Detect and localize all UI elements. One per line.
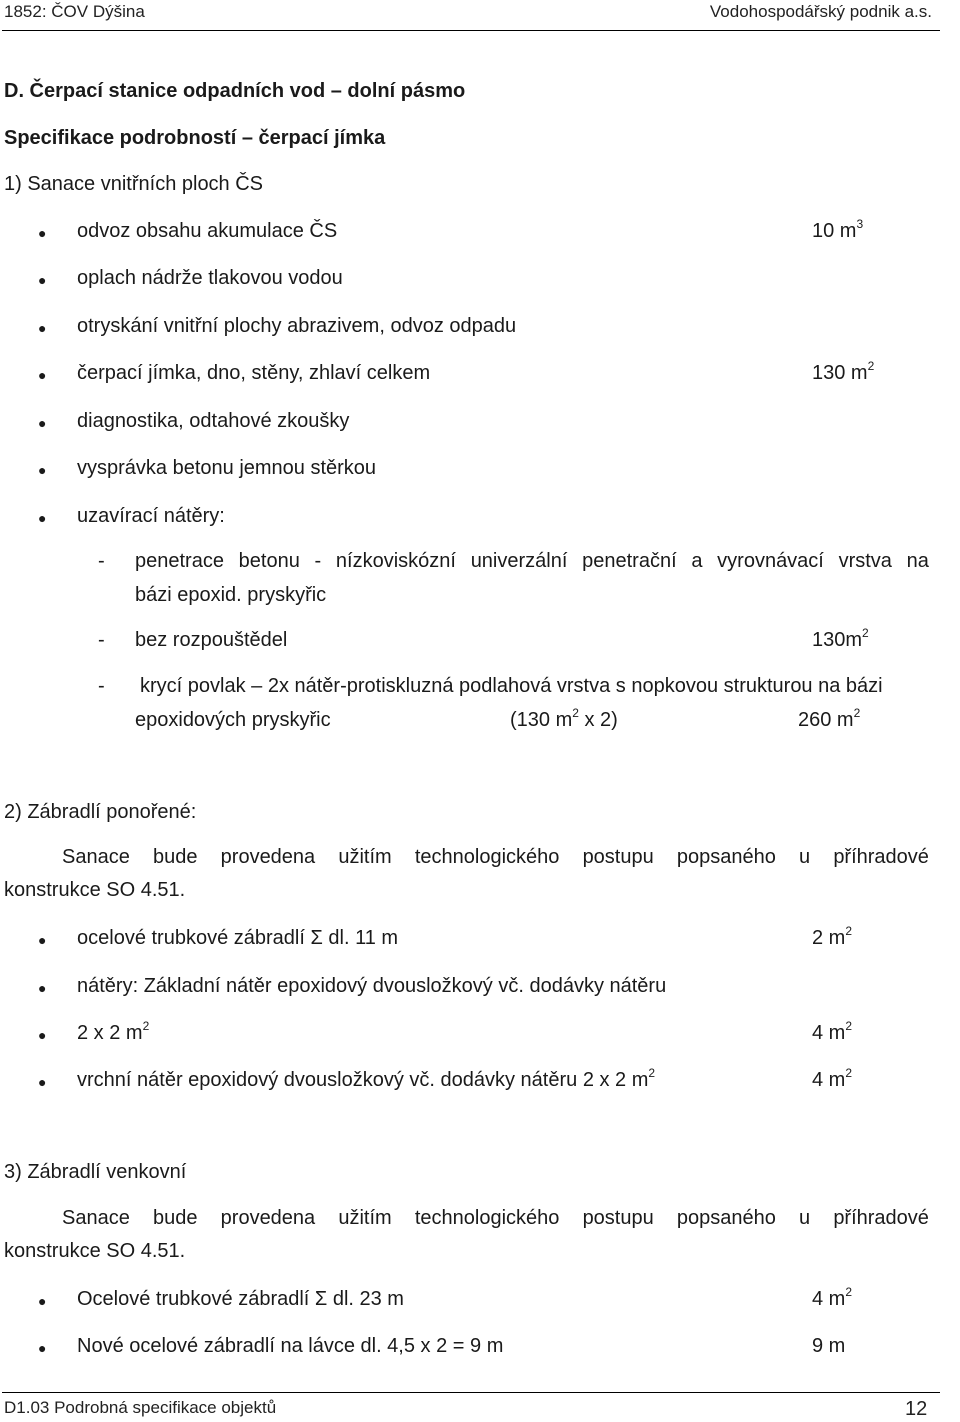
header-company: Vodohospodářský podnik a.s. (709, 2, 932, 21)
s1-sub-krycí-line2: epoxidových pryskyřic (135, 709, 331, 731)
header-rule (2, 30, 940, 31)
s2-item-qty: 4 $m^2$ (812, 1019, 853, 1044)
s2-item-text: 2 x 2 $m^2$ (77, 1019, 150, 1044)
s1-item-text: diagnostika, odtahové zkoušky (77, 410, 350, 432)
s2-item-text: ocelové trubkové zábradlí Σ dl. 11 m (77, 927, 399, 949)
s2-item-qty: 4 $m^2$ (812, 1066, 853, 1091)
section-title: D. Čerpací stanice odpadních vod – dolní pásmo (4, 80, 466, 102)
s1-sub-qty: $130m^2$ (812, 626, 869, 651)
s2-item-qty: 2 $m^2$ (812, 924, 853, 949)
bullet-icon: ● (38, 980, 47, 996)
s1-item-qty: 130 $m^2$ (812, 359, 875, 384)
s1-item-text: uzavírací nátěry: (77, 505, 225, 527)
s1-sub-calc: (130 $m^2$ x 2) (510, 706, 618, 731)
header-project: 1852: ČOV Dýšina (4, 2, 145, 21)
s2-paragraph-line2: konstrukce SO 4.51. (4, 879, 186, 901)
s1-sub-qty: 260 $m^2$ (798, 706, 861, 731)
dash-marker: - (98, 629, 105, 651)
subtitle: Specifikace podrobností – čerpací jímka (4, 127, 386, 149)
s1-item-text: čerpací jímka, dno, stěny, zhlaví celkem (77, 362, 431, 384)
dash-marker: - (98, 675, 105, 697)
s1-sub-krycí-line1: krycí povlak – 2x nátěr-protiskluzná podlahová vrstva s nopkovou strukturou na bázi (140, 675, 883, 697)
bullet-icon: ● (38, 1293, 47, 1309)
s1-sub-penetrace-line2: bázi epoxid. pryskyřic (135, 584, 327, 606)
s1-sub-penetrace-line1: penetrace betonu - nízkoviskózní univerzální penetrační a vyrovnávací vrstva na (135, 550, 929, 572)
s1-item-text: vysprávka betonu jemnou stěrkou (77, 457, 377, 479)
bullet-icon: ● (38, 320, 47, 336)
footer-rule (2, 1392, 940, 1393)
s3-heading: 3) Zábradlí venkovní (4, 1161, 187, 1183)
s2-heading: 2) Zábradlí ponořené: (4, 801, 197, 823)
bullet-icon: ● (38, 1340, 47, 1356)
s2-item-text: nátěry: Základní nátěr epoxidový dvousložkový vč. dodávky nátěru (77, 975, 667, 997)
s3-paragraph-line1: Sanace bude provedena užitím technologického postupu popsaného u příhradové (62, 1207, 929, 1229)
bullet-icon: ● (38, 1027, 47, 1043)
s2-paragraph-line1: Sanace bude provedena užitím technologického postupu popsaného u příhradové (62, 846, 929, 868)
s2-item-text: vrchní nátěr epoxidový dvousložkový vč. dodávky nátěru 2 x 2 $m^2$ (77, 1066, 656, 1091)
s1-sub-text: bez rozpouštědel (135, 629, 288, 651)
dash-marker: - (98, 550, 105, 572)
s1-item-text: odvoz obsahu akumulace ČS (77, 220, 338, 242)
bullet-icon: ● (38, 225, 47, 241)
s1-item-qty: 10 $m^3$ (812, 217, 864, 242)
s3-item-text: Ocelové trubkové zábradlí Σ dl. 23 m (77, 1288, 404, 1310)
bullet-icon: ● (38, 510, 47, 526)
footer-document-title: D1.03 Podrobná specifikace objektů (4, 1398, 277, 1417)
s1-item-text: oplach nádrže tlakovou vodou (77, 267, 343, 289)
bullet-icon: ● (38, 932, 47, 948)
bullet-icon: ● (38, 272, 47, 288)
bullet-icon: ● (38, 462, 47, 478)
page-number: 12 (905, 1398, 928, 1420)
s3-paragraph-line2: konstrukce SO 4.51. (4, 1240, 186, 1262)
bullet-icon: ● (38, 1074, 47, 1090)
s3-item-qty: 9 m (812, 1335, 846, 1357)
s3-item-qty: 4 $m^2$ (812, 1285, 853, 1310)
bullet-icon: ● (38, 367, 47, 383)
s3-item-text: Nové ocelové zábradlí na lávce dl. 4,5 x 2 = 9 m (77, 1335, 504, 1357)
s1-heading: 1) Sanace vnitřních ploch ČS (4, 173, 264, 195)
bullet-icon: ● (38, 415, 47, 431)
s1-item-text: otryskání vnitřní plochy abrazivem, odvoz odpadu (77, 315, 517, 337)
